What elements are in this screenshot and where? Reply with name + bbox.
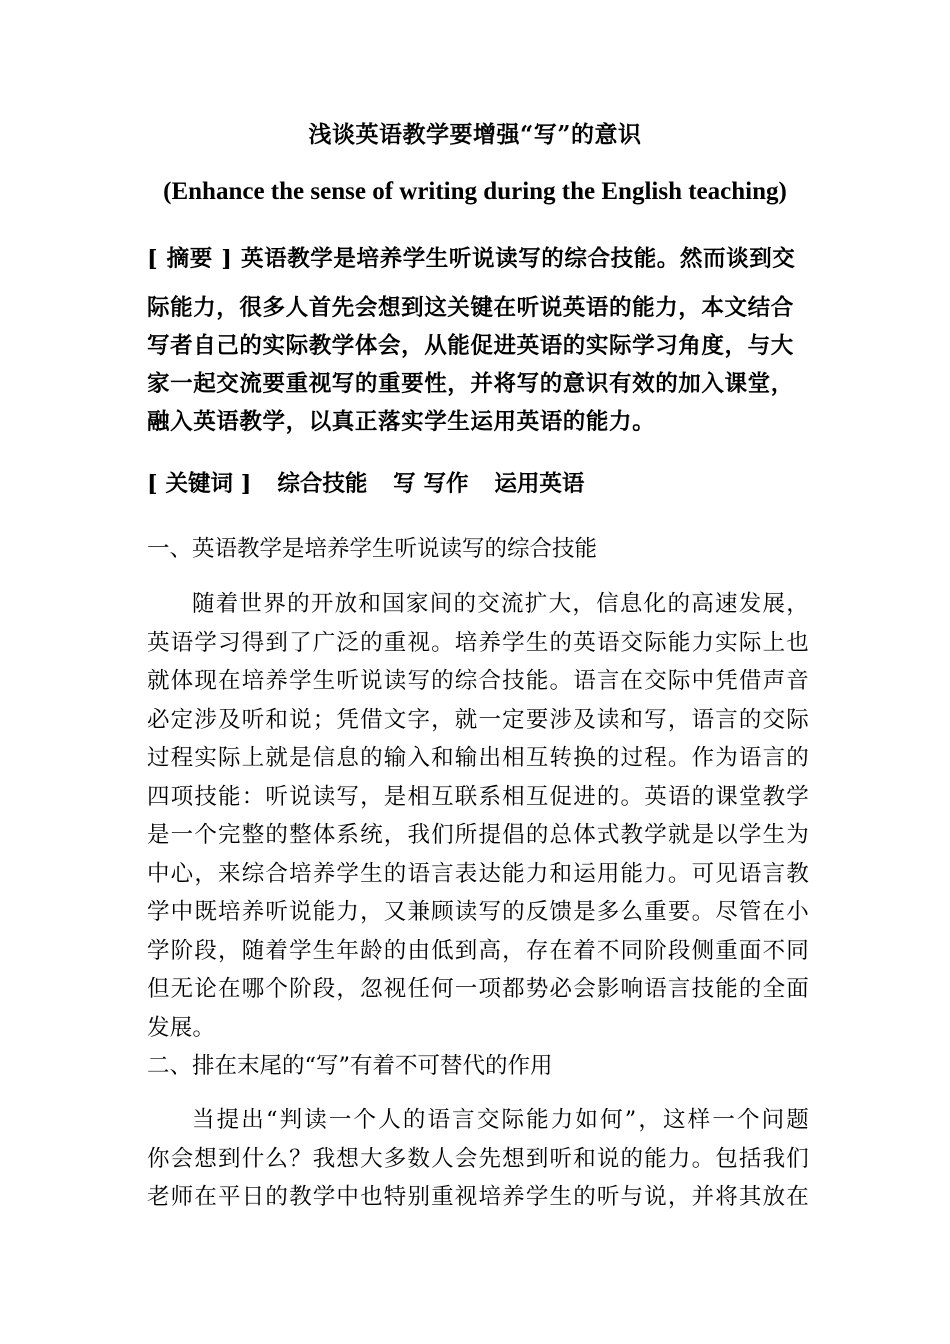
paragraph-line: 就体现在培养学生听说读写的综合技能。语言在交际中凭借声音 [147, 668, 809, 694]
paragraph-line: 是一个完整的整体系统，我们所提倡的总体式教学就是以学生为 [147, 822, 809, 848]
paragraph-line: 随着世界的开放和国家间的交流扩大，信息化的高速发展， [192, 591, 809, 617]
section-heading-1: 一、英语教学是培养学生听说读写的综合技能 [147, 536, 598, 562]
paragraph-line: 中心，来综合培养学生的语言表达能力和运用能力。可见语言教 [147, 860, 809, 887]
abstract-line: [ 摘要 ] 英语教学是培养学生听说读写的综合技能。然而谈到交 [147, 246, 796, 272]
paragraph-line: 但无论在哪个阶段，忽视任何一项都势必会影响语言技能的全面 [147, 976, 809, 1002]
section-1-paragraph [147, 585, 809, 1047]
abstract-line: 写者自己的实际教学体会，从能促进英语的实际学习角度，与大 [147, 333, 794, 359]
abstract-line: 家一起交流要重视写的重要性，并将写的意识有效的加入课堂， [147, 371, 794, 397]
paragraph-line: 过程实际上就是信息的输入和输出相互转换的过程。作为语言的 [147, 745, 809, 771]
document-title-english: (Enhance the sense of writing during the English teaching) [163, 178, 787, 205]
keyword-item: 运用英语 [494, 471, 585, 497]
paragraph-line: 发展。 [147, 1014, 216, 1041]
paragraph-line: 老师在平日的教学中也特别重视培养学生的听与说，并将其放在 [147, 1184, 809, 1210]
abstract [147, 240, 809, 441]
paragraph-line: 当提出“判读一个人的语言交际能力如何”，这样一个问题 [192, 1107, 809, 1133]
paragraph-line: 必定涉及听和说；凭借文字，就一定要涉及读和写，语言的交际 [147, 706, 809, 733]
paragraph-line: 你会想到什么？我想大多数人会先想到听和说的能力。包括我们 [147, 1145, 809, 1172]
paragraph-line: 学阶段，随着学生年龄的由低到高，存在着不同阶段侧重面不同 [147, 937, 809, 964]
abstract-line: 际能力，很多人首先会想到这关键在听说英语的能力，本文结合 [147, 295, 794, 321]
keyword-item: 综合技能 [277, 471, 368, 497]
section-heading-2: 二、排在末尾的“写”有着不可替代的作用 [147, 1053, 553, 1079]
paragraph-line: 英语学习得到了广泛的重视。培养学生的英语交际能力实际上也 [147, 629, 809, 656]
document-title-chinese: 浅谈英语教学要增强“写”的意识 [308, 121, 642, 148]
section-2-paragraph [147, 1101, 809, 1217]
abstract-line: 融入英语教学，以真正落实学生运用英语的能力。 [147, 409, 656, 435]
keywords-label: [ 关键词 ] [147, 471, 252, 497]
keywords [147, 465, 809, 503]
keyword-item: 写 写作 [393, 471, 469, 497]
paragraph-line: 学中既培养听说能力，又兼顾读写的反馈是多么重要。尽管在小 [147, 899, 809, 925]
paragraph-line: 四项技能：听说读写，是相互联系相互促进的。英语的课堂教学 [147, 783, 809, 810]
